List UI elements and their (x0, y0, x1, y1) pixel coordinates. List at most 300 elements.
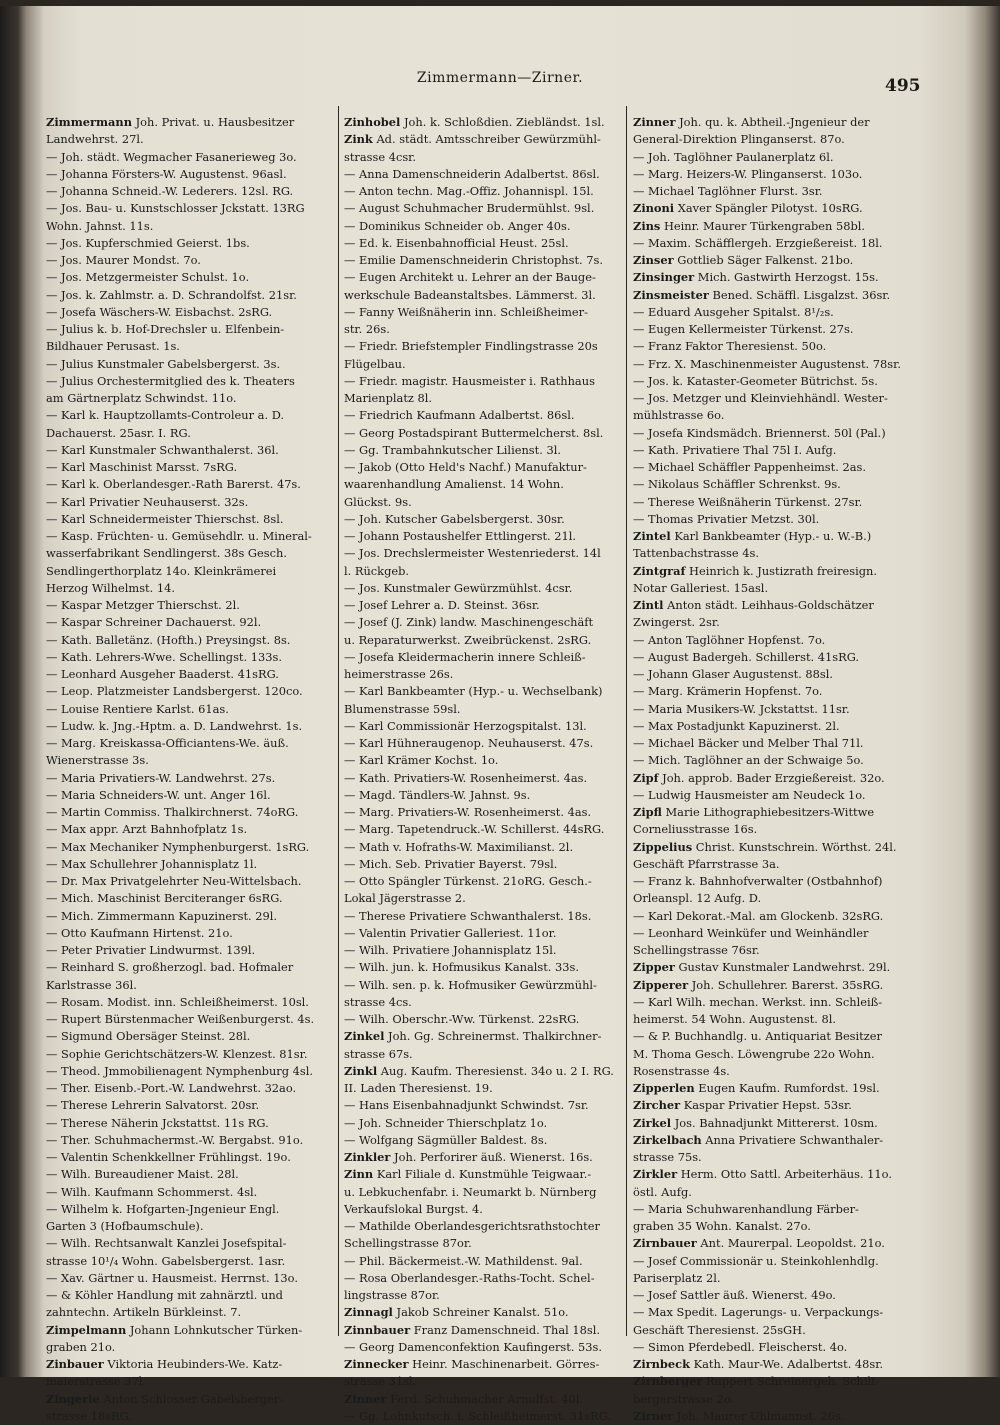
entry-text: — Wilh. Rechtsanwalt Kanzlei Josefspital- (46, 1236, 287, 1251)
entry-text: strasse 18sRG. (46, 1408, 132, 1423)
directory-entry-line (46, 390, 336, 407)
entry-text: Jos. Bahnadjunkt Mittererst. 10sm. (671, 1115, 878, 1130)
entry-text: Ruppert Schreinergeh. Schilt- (702, 1374, 880, 1389)
entry-text: — Karl Wilh. mechan. Werkst. inn. Schleiß- (633, 994, 883, 1009)
entry-text: — Julius k. b. Hof-Drechsler u. Elfenbein- (46, 322, 285, 336)
entry-text: mühlstrasse 6o. (633, 408, 725, 423)
entry-text: — Friedrich Kaufmann Adalbertst. 86sl. (344, 408, 575, 423)
entry-text: Schellingstrasse 87or. (344, 1236, 472, 1251)
entry-surname: Zipfl (633, 805, 662, 819)
entry-text: — Eugen Architekt u. Lehrer an der Bauge- (344, 270, 596, 285)
directory-entry-line (633, 856, 920, 873)
directory-entry-line (46, 649, 336, 666)
directory-entry-line (633, 1304, 920, 1321)
entry-surname: Zinser (633, 253, 674, 267)
entry-text: Geschäft Theresienst. 25sGH. (633, 1322, 806, 1337)
entry-text: — Johanna Schneid.-W. Lederers. 12sl. RG. (46, 184, 294, 198)
entry-text: — Karl Schneidermeister Thierschst. 8sl. (46, 511, 284, 526)
directory-entry-line (46, 1253, 336, 1270)
entry-text: Marie Lithographiebesitzers-Wittwe (661, 805, 875, 819)
directory-entry-line (344, 580, 626, 597)
entry-text: — Wilh. Privatiere Johannisplatz 15l. (344, 943, 557, 957)
directory-entry-line (46, 563, 336, 580)
entry-text: — Ther. Eisenb.-Port.-W. Landwehrst. 32ao. (46, 1081, 297, 1095)
entry-text: Karlstrasse 36l. (46, 977, 137, 992)
entry-text: — Georg Postadspirant Buttermelcherst. 8sl. (344, 425, 604, 440)
entry-text: — Gg. Trambahnkutscher Lilienst. 3l. (344, 442, 561, 457)
entry-text: — Simon Pferdebedl. Fleischerst. 4o. (633, 1339, 848, 1354)
entry-text: — Jos. Kupferschmied Geierst. 1bs. (46, 235, 250, 250)
entry-text: — Karl Krämer Kochst. 1o. (344, 753, 499, 768)
entry-text: — Jos. Kunstmaler Gewürzmühlst. 4csr. (344, 580, 573, 595)
directory-entry-line (344, 528, 626, 545)
directory-entry-line (344, 666, 626, 683)
directory-entry-line (633, 494, 920, 511)
directory-entry-line (46, 666, 336, 683)
entry-text: werkschule Badeanstaltsbes. Lämmerst. 3l. (344, 287, 596, 302)
directory-entry-line (344, 373, 626, 390)
directory-entry-line (633, 752, 920, 769)
directory-entry-line (633, 442, 920, 459)
entry-text: — Karl k. Hauptzollamts-Controleur a. D. (46, 408, 285, 423)
directory-entry-line (46, 597, 336, 614)
directory-entry-line (344, 511, 626, 528)
directory-entry-line (46, 545, 336, 562)
entry-text: — Wilh. Oberschr.-Ww. Türkenst. 22sRG. (344, 1012, 580, 1026)
entry-text: graben 35 Wohn. Kanalst. 27o. (633, 1219, 811, 1233)
directory-entry-line (46, 959, 336, 976)
entry-text: Kaspar Privatier Hepst. 53sr. (680, 1098, 852, 1113)
directory-entry-line (633, 1046, 920, 1063)
column-1 (46, 114, 336, 1425)
directory-entry-line (344, 821, 626, 838)
entry-text: — Mich. Seb. Privatier Bayerst. 79sl. (344, 856, 558, 871)
directory-entry-line (633, 269, 920, 286)
directory-entry-line (633, 1408, 920, 1425)
entry-text: — Theod. Jmmobilienagent Nymphenburg 4sl. (46, 1063, 314, 1078)
entry-text: — Louise Rentiere Karlst. 61as. (46, 701, 229, 716)
entry-text: Eugen Kaufm. Rumfordst. 19sl. (694, 1081, 880, 1095)
directory-entry-line (46, 1115, 336, 1132)
entry-surname: Zipper (633, 960, 675, 975)
entry-text: Heinr. Maurer Türkengraben 58bl. (660, 218, 866, 233)
entry-text: — Nikolaus Schäffler Schrenkst. 9s. (633, 477, 841, 492)
entry-text: — Kath. Lehrers-Wwe. Schellingst. 133s. (46, 649, 282, 664)
entry-text: zahntechn. Artikeln Bürkleinst. 7. (46, 1305, 242, 1320)
entry-text: — Maria Musikers-W. Jckstattst. 11sr. (633, 701, 850, 716)
entry-text: bergerstrasse 2o. (633, 1391, 735, 1406)
directory-entry-line (344, 287, 626, 304)
directory-entry-line (633, 459, 920, 476)
directory-entry-line (46, 701, 336, 718)
directory-entry-line (633, 1201, 920, 1218)
entry-surname: Zirkel (633, 1115, 672, 1130)
directory-entry-line (633, 1028, 920, 1045)
directory-entry-line (344, 1322, 626, 1339)
directory-entry-line (46, 718, 336, 735)
entry-surname: Zins (633, 218, 661, 233)
entry-surname: Zirner (633, 1408, 674, 1423)
directory-entry-line (46, 908, 336, 925)
directory-entry-line (344, 356, 626, 373)
directory-entry-line (46, 235, 336, 252)
entry-text: — Franz k. Bahnhofverwalter (Ostbahnhof) (633, 874, 883, 888)
entry-surname: Zintl (633, 598, 664, 612)
entry-text: Sendlingerthorplatz 14o. Kleinkrämerei (46, 563, 277, 578)
entry-text: — Max Spedit. Lagerungs- u. Verpackungs- (633, 1305, 884, 1320)
directory-entry-line (344, 1011, 626, 1028)
directory-entry-line (344, 701, 626, 718)
directory-entry-line (46, 252, 336, 269)
directory-entry-line (633, 287, 920, 304)
directory-entry-line (46, 925, 336, 942)
entry-text: — Karl Privatier Neuhauserst. 32s. (46, 494, 249, 509)
directory-entry-line (633, 1097, 920, 1114)
directory-entry-line (344, 269, 626, 286)
directory-entry-line (344, 614, 626, 631)
directory-entry-line (344, 908, 626, 925)
entry-text: Gottlieb Säger Falkenst. 21bo. (673, 253, 854, 267)
directory-entry-line (46, 356, 336, 373)
entry-surname: Zinsinger (633, 270, 695, 285)
directory-entry-line (344, 218, 626, 235)
entry-surname: Zinner (633, 115, 676, 129)
directory-entry-line (344, 235, 626, 252)
entry-text: — Marg. Tapetendruck.-W. Schillerst. 44sRG. (344, 822, 605, 837)
entry-text: — Mich. Taglöhner an der Schwaige 5o. (633, 753, 864, 768)
entry-text: — Joh. Kutscher Gabelsbergerst. 30sr. (344, 511, 565, 526)
entry-text: Glückst. 9s. (344, 494, 412, 509)
entry-text: Joh. qu. k. Abtheil.-Jngenieur der (675, 115, 870, 129)
entry-text: — Ed. k. Eisenbahnofficial Heust. 25sl. (344, 235, 569, 250)
entry-text: — Peter Privatier Lindwurmst. 139l. (46, 943, 256, 957)
entry-text: Anton Schlosser Gabelsberger- (99, 1391, 284, 1406)
entry-text: — August Badergeh. Schillerst. 41sRG. (633, 649, 860, 664)
entry-text: General-Direktion Plinganserst. 87o. (633, 132, 845, 147)
directory-entry-line (344, 770, 626, 787)
entry-text: wasserfabrikant Sendlingerst. 38s Gesch. (46, 546, 287, 561)
entry-text: Johann Lohnkutscher Türken- (126, 1322, 303, 1337)
entry-surname: Zinoni (633, 201, 675, 216)
directory-entry-line (344, 1339, 626, 1356)
directory-entry-line (46, 1046, 336, 1063)
entry-text: Joh. Privat. u. Hausbesitzer (132, 115, 295, 129)
directory-entry-line (46, 683, 336, 700)
directory-entry-line (46, 977, 336, 994)
directory-entry-line (46, 528, 336, 545)
entry-surname: Zimmermann (46, 115, 132, 129)
directory-entry-line (633, 787, 920, 804)
directory-entry-line (46, 425, 336, 442)
entry-text: — Anton Taglöhner Hopfenst. 7o. (633, 632, 826, 647)
entry-text: — Therese Lehrerin Salvatorst. 20sr. (46, 1098, 260, 1113)
entry-surname: Zircher (633, 1098, 681, 1113)
directory-entry-line (344, 114, 626, 131)
entry-text: — Josef Commissionär u. Steinkohlenhdlg. (633, 1253, 879, 1268)
entry-surname: Zippelius (633, 839, 693, 854)
entry-text: — Leop. Platzmeister Landsbergerst. 120co. (46, 684, 303, 699)
directory-entry-line (46, 321, 336, 338)
directory-entry-line (633, 1063, 920, 1080)
directory-entry-line (633, 235, 920, 252)
entry-text: — Dr. Max Privatgelehrter Neu-Wittelsbach. (46, 874, 302, 888)
directory-entry-line (633, 1149, 920, 1166)
entry-text: — Joh. Taglöhner Paulanerplatz 6l. (633, 149, 834, 164)
directory-entry-line (633, 390, 920, 407)
directory-entry-line (46, 166, 336, 183)
column-rule (626, 106, 627, 1336)
entry-text: — Joh. Schneider Thierschplatz 1o. (344, 1115, 548, 1130)
directory-entry-line (344, 425, 626, 442)
entry-text: — Josef Sattler äuß. Wienerst. 49o. (633, 1288, 836, 1302)
entry-text: — Hans Eisenbahnadjunkt Schwindst. 7sr. (344, 1098, 589, 1113)
directory-entry-line (46, 580, 336, 597)
directory-entry-line (633, 632, 920, 649)
entry-text: — Karl Hühneraugenop. Neuhauserst. 47s. (344, 736, 594, 750)
entry-text: Anton städt. Leihhaus-Goldschätzer (663, 598, 874, 612)
entry-text: Schellingstrasse 76sr. (633, 943, 760, 957)
directory-entry-line (46, 1132, 336, 1149)
entry-text: Marienplatz 8l. (344, 391, 433, 405)
directory-entry-line (633, 1218, 920, 1235)
directory-entry-line (633, 356, 920, 373)
directory-entry-line (344, 1046, 626, 1063)
entry-text: Bened. Schäffl. Lisgalzst. 36sr. (708, 287, 891, 302)
running-title: Zimmermann—Zirner. (416, 70, 584, 86)
entry-surname: Zirnbeck (633, 1357, 690, 1371)
column-rule (338, 106, 339, 1336)
entry-text: — Max Mechaniker Nymphenburgerst. 1sRG. (46, 839, 310, 854)
directory-entry-line (633, 1253, 920, 1270)
entry-text: Franz Damenschneid. Thal 18sl. (410, 1322, 601, 1337)
directory-entry-line (344, 959, 626, 976)
directory-entry-line (46, 1184, 336, 1201)
entry-text: — Jos. Drechslermeister Westenriederst. 14l (344, 546, 601, 561)
directory-entry-line (344, 390, 626, 407)
directory-entry-line (344, 563, 626, 580)
entry-text: Joh. Perforirer äuß. Wienerst. 16s. (390, 1150, 593, 1164)
entry-text: Pariserplatz 2l. (633, 1270, 721, 1285)
directory-entry-line (46, 890, 336, 907)
directory-entry-line (344, 1270, 626, 1287)
directory-entry-line (344, 890, 626, 907)
directory-entry-line (344, 476, 626, 493)
directory-entry-line (633, 166, 920, 183)
directory-entry-line (344, 1115, 626, 1132)
directory-entry-line (46, 1391, 336, 1408)
entry-text: — Otto Kaufmann Hirtenst. 21o. (46, 925, 233, 940)
entry-text: — Kasp. Früchten- u. Gemüsehdlr. u. Mineral- (46, 529, 312, 543)
entry-text: — Martin Commiss. Thalkirchnerst. 74oRG. (46, 805, 299, 819)
entry-surname: Zinnagl (344, 1305, 393, 1320)
directory-entry-line (344, 1253, 626, 1270)
entry-text: — Xav. Gärtner u. Hausmeist. Herrnst. 13o. (46, 1270, 298, 1285)
directory-entry-line (344, 942, 626, 959)
directory-entry-line (344, 977, 626, 994)
entry-text: — Sigmund Obersäger Steinst. 28l. (46, 1029, 251, 1044)
directory-entry-line (633, 1132, 920, 1149)
entry-text: str. 26s. (344, 322, 390, 336)
directory-entry-line (344, 131, 626, 148)
entry-surname: Zintel (633, 529, 671, 543)
entry-text: waarenhandlung Amalienst. 14 Wohn. (344, 477, 564, 492)
directory-entry-line (633, 528, 920, 545)
directory-entry-line (46, 218, 336, 235)
entry-text: strasse 4cs. (344, 994, 412, 1009)
entry-text: — Rupert Bürstenmacher Weißenburgerst. 4s. (46, 1012, 315, 1026)
entry-text: — Wolfgang Sägmüller Baldest. 8s. (344, 1132, 548, 1147)
entry-surname: Zipf (633, 770, 659, 785)
entry-text: — Kath. Balletänz. (Hofth.) Preysingst. 8s. (46, 632, 291, 647)
directory-entry-line (633, 1322, 920, 1339)
entry-text: — Josefa Kindsmädch. Briennerst. 50l (Pal.) (633, 425, 886, 440)
directory-entry-line (633, 597, 920, 614)
directory-entry-line (633, 114, 920, 131)
directory-entry-line (633, 200, 920, 217)
entry-text: lingstrasse 87or. (344, 1288, 440, 1302)
entry-text: Jakob Schreiner Kanalst. 51o. (392, 1305, 569, 1320)
entry-text: Ad. städt. Amtsschreiber Gewürzmühl- (372, 132, 601, 147)
directory-entry-line (344, 1287, 626, 1304)
entry-text: heimerstrasse 26s. (344, 667, 454, 681)
entry-text: strasse 4csr. (344, 149, 416, 164)
entry-text: — & P. Buchhandlg. u. Antiquariat Besitzer (633, 1029, 882, 1044)
entry-text: — Wilh. Bureaudiener Maist. 28l. (46, 1167, 239, 1182)
entry-text: Lokal Jägerstrasse 2. (344, 891, 466, 906)
entry-text: Notar Galleriest. 15asl. (633, 580, 769, 595)
entry-text: — Julius Kunstmaler Gabelsbergerst. 3s. (46, 356, 281, 371)
entry-text: — Maria Schneiders-W. unt. Anger 16l. (46, 787, 271, 802)
directory-entry-line (633, 977, 920, 994)
directory-entry-line (633, 1080, 920, 1097)
directory-entry-line (46, 839, 336, 856)
directory-entry-line (46, 1287, 336, 1304)
directory-entry-line (46, 821, 336, 838)
directory-entry-line (46, 149, 336, 166)
entry-text: — Josefa Kleidermacherin innere Schleiß- (344, 649, 586, 664)
entry-text: — Karl Commissionär Herzogspitalst. 13l. (344, 718, 587, 733)
entry-text: — Marg. Heizers-W. Plinganserst. 103o. (633, 166, 863, 181)
directory-entry-line (46, 373, 336, 390)
entry-text: Heinrich k. Justizrath freiresign. (685, 563, 877, 578)
directory-entry-line (344, 1408, 626, 1425)
directory-entry-line (46, 269, 336, 286)
directory-entry-line (633, 252, 920, 269)
entry-text: — Karl Maschinist Marsst. 7sRG. (46, 460, 238, 474)
directory-entry-line (344, 1149, 626, 1166)
entry-text: Xaver Spängler Pilotyst. 10sRG. (674, 201, 863, 216)
entry-text: Zwingerst. 2sr. (633, 615, 720, 630)
directory-entry-line (344, 649, 626, 666)
entry-text: — Fanny Weißnäherin inn. Schleißheimer- (344, 304, 588, 319)
entry-text: — Jos. Metzger und Kleinviehhändl. Wester- (633, 391, 888, 405)
directory-entry-line (46, 476, 336, 493)
entry-text: Joh. Gg. Schreinermst. Thalkirchner- (384, 1029, 602, 1044)
entry-text: — Max Schullehrer Johannisplatz 1l. (46, 856, 258, 871)
entry-text: — Anton techn. Mag.-Offiz. Johannispl. 15l. (344, 184, 594, 198)
directory-entry-line (46, 994, 336, 1011)
entry-surname: Zinn (344, 1167, 374, 1182)
entry-text: l. Rückgeb. (344, 563, 410, 578)
entry-text: — Georg Damenconfektion Kaufingerst. 53s. (344, 1339, 603, 1354)
entry-text: östl. Aufg. (633, 1184, 692, 1199)
entry-text: Blumenstrasse 59sl. (344, 701, 461, 716)
directory-entry-line (344, 925, 626, 942)
directory-entry-line (633, 1339, 920, 1356)
directory-entry-line (633, 1115, 920, 1132)
directory-entry-line (46, 511, 336, 528)
entry-surname: Zinkel (344, 1029, 385, 1044)
entry-text: — August Schuhmacher Brudermühlst. 9sl. (344, 201, 595, 216)
entry-surname: Zipperer (633, 977, 689, 992)
entry-text: — Ther. Schuhmachermst.-W. Bergabst. 91o. (46, 1132, 304, 1147)
directory-entry-line (46, 442, 336, 459)
entry-text: — Wilh. jun. k. Hofmusikus Kanalst. 33s. (344, 960, 580, 975)
entry-text: — Marg. Privatiers-W. Rosenheimerst. 4as. (344, 805, 592, 819)
entry-surname: Zirnbauer (633, 1236, 697, 1251)
entry-text: — Johann Glaser Augustenst. 88sl. (633, 667, 833, 681)
entry-surname: Zinsmeister (633, 287, 709, 302)
entry-text: — Max Postadjunkt Kapuzinerst. 2l. (633, 718, 840, 733)
entry-text: — Maria Privatiers-W. Landwehrst. 27s. (46, 770, 276, 785)
directory-entry-line (46, 614, 336, 631)
entry-text: — Eduard Ausgeher Spitalst. 8¹/₂s. (633, 304, 834, 319)
directory-entry-line (344, 252, 626, 269)
entry-surname: Zirkelbach (633, 1132, 702, 1147)
entry-text: — Phil. Bäckermeist.-W. Mathildenst. 9al. (344, 1253, 583, 1268)
entry-text: — Gg. Lohnkutsch. i. Schleißheimerst. 31sRG. (344, 1408, 611, 1423)
entry-text: — Otto Spängler Türkenst. 21oRG. Gesch.- (344, 874, 592, 888)
entry-text: Viktoria Heubinders-We. Katz- (103, 1357, 283, 1371)
entry-text: — & Köhler Handlung mit zahnärztl. und (46, 1288, 283, 1302)
entry-text: — Karl Bankbeamter (Hyp.- u. Wechselbank) (344, 684, 603, 699)
directory-entry-line (46, 304, 336, 321)
entry-text: — Franz Faktor Theresienst. 50o. (633, 339, 827, 354)
directory-entry-line (633, 425, 920, 442)
directory-entry-line (46, 770, 336, 787)
entry-text: u. Lebkuchenfabr. i. Neumarkt b. Nürnberg (344, 1184, 597, 1199)
entry-text: — Ludw. k. Jng.-Hptm. a. D. Landwehrst. 1s. (46, 718, 303, 733)
entry-text: Garten 3 (Hofbaumschule). (46, 1219, 204, 1233)
entry-text: Flügelbau. (344, 356, 406, 371)
directory-entry-line (633, 770, 920, 787)
entry-text: — Valentin Schenkkellner Frühlingst. 19o. (46, 1150, 291, 1164)
directory-entry-line (344, 459, 626, 476)
directory-entry-line (46, 942, 336, 959)
entry-text: — Ludwig Hausmeister am Neudeck 1o. (633, 787, 866, 802)
entry-text: — Thomas Privatier Metzst. 30l. (633, 511, 820, 526)
entry-text: Mich. Gastwirth Herzogst. 15s. (694, 270, 879, 285)
directory-entry-line (344, 994, 626, 1011)
entry-text: graben 21o. (46, 1339, 116, 1354)
entry-text: — Eugen Kellermeister Türkenst. 27s. (633, 322, 854, 336)
entry-text: — Kaspar Schreiner Dachauerst. 92l. (46, 615, 262, 630)
entry-text: Bildhauer Perusast. 1s. (46, 339, 180, 354)
directory-entry-line (46, 287, 336, 304)
entry-text: — Frz. X. Maschinenmeister Augustenst. 78sr. (633, 356, 901, 371)
entry-surname: Zinkl (344, 1063, 378, 1078)
entry-text: strasse 10¹/₄ Wohn. Gabelsbergerst. 1asr. (46, 1253, 286, 1268)
entry-text: — Therese Weißnäherin Türkenst. 27sr. (633, 494, 863, 509)
directory-entry-line (633, 839, 920, 856)
entry-text: Anna Privatiere Schwanthaler- (701, 1132, 884, 1147)
entry-surname: Zinnbauer (344, 1322, 411, 1337)
entry-text: Herzog Wilhelmst. 14. (46, 580, 175, 595)
directory-entry-line (344, 1132, 626, 1149)
entry-text: — Mich. Zimmermann Kapuzinerst. 29l. (46, 908, 278, 923)
directory-entry-line (344, 1235, 626, 1252)
entry-text: — Reinhard S. großherzogl. bad. Hofmaler (46, 960, 294, 975)
